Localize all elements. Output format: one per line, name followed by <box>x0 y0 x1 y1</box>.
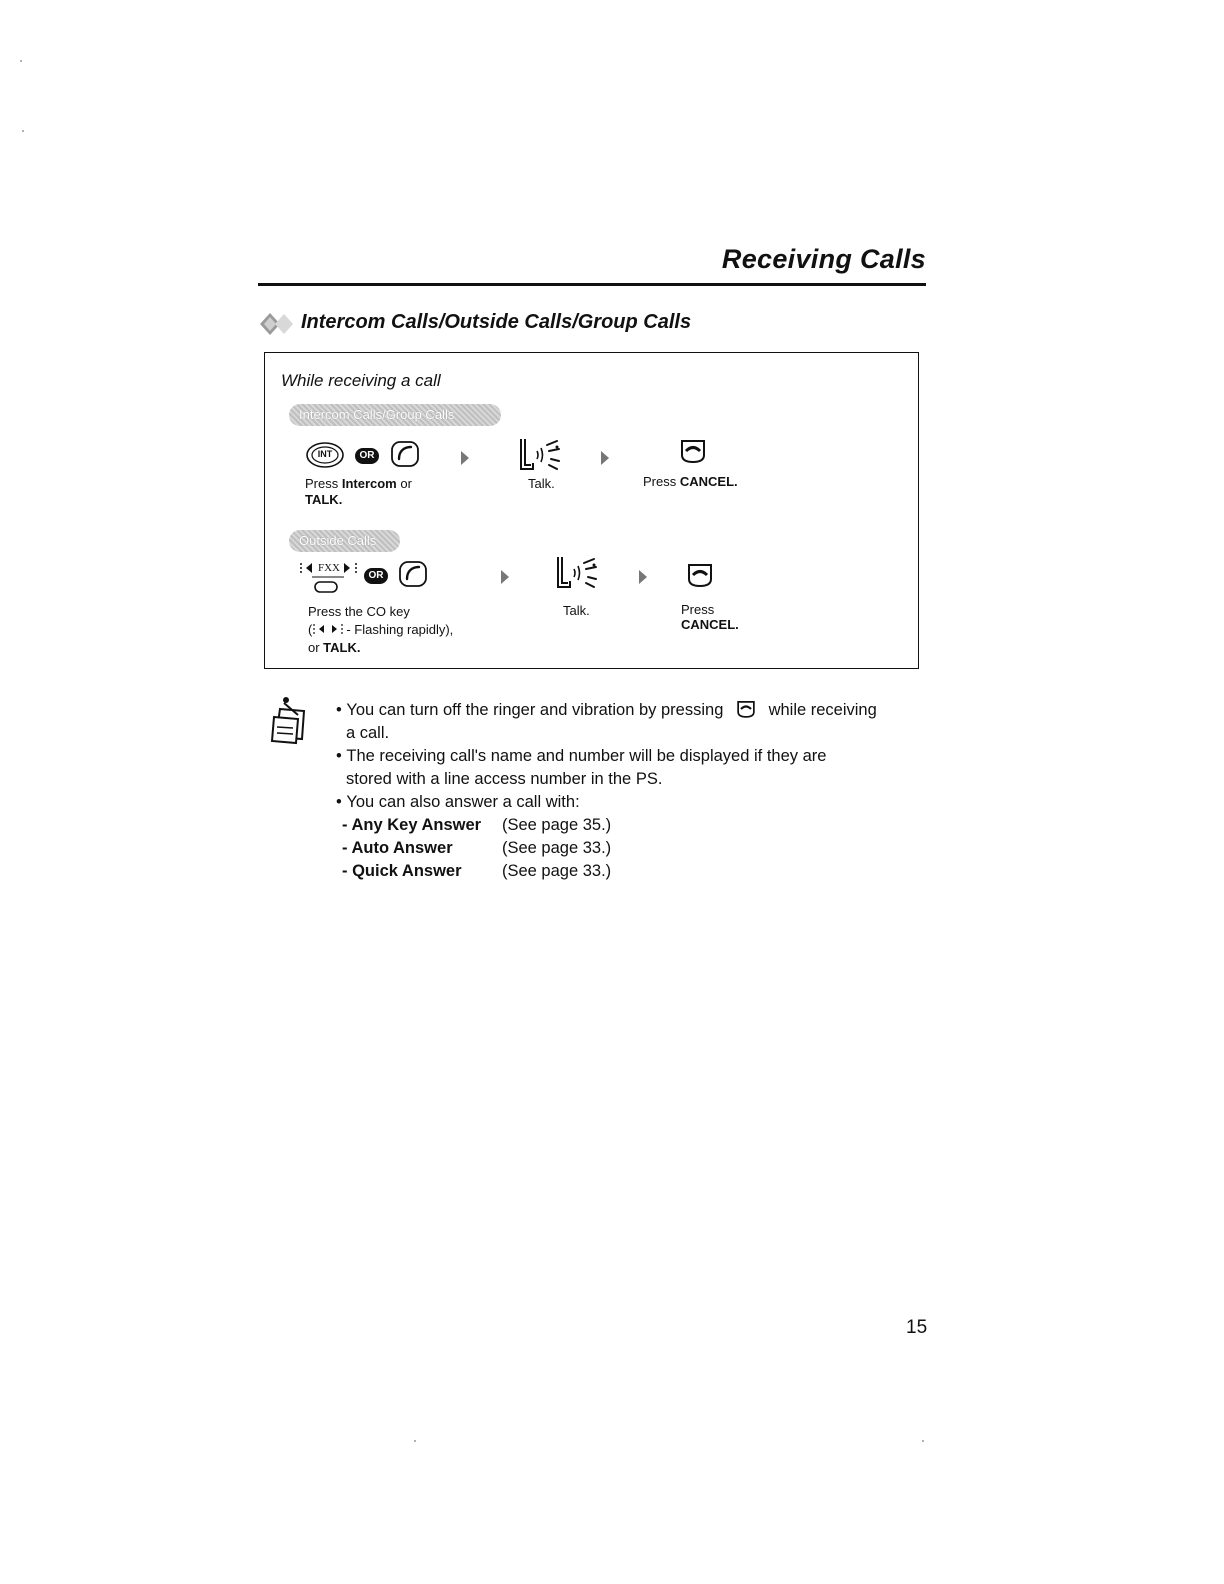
option-row: - Quick Answer (See page 33.) <box>342 862 612 880</box>
scan-speck <box>20 60 22 62</box>
notes-list <box>336 699 926 883</box>
intercom-step3-caption: Press CANCEL. <box>643 474 738 489</box>
intercom-group-calls-label: Intercom Calls/Group Calls <box>289 404 501 426</box>
flashing-co-indicator-icon <box>312 623 346 635</box>
scan-speck <box>414 1440 416 1442</box>
note-memo-icon <box>268 695 312 745</box>
talk-key-icon <box>390 440 420 468</box>
arrow-right-icon <box>460 449 470 467</box>
handset-talk-icon <box>552 553 600 591</box>
chapter-title: Receiving Calls <box>721 244 926 274</box>
cancel-key-icon <box>684 561 716 589</box>
procedure-intro: While receiving a call <box>281 371 441 390</box>
header-rule <box>258 283 926 286</box>
arrow-right-icon <box>500 568 510 586</box>
option-row: - Any Key Answer (See page 35.) <box>342 816 612 834</box>
cancel-key-icon <box>732 699 760 719</box>
note-item: • You can turn off the ringer and vibration by pressing while receiving <box>336 701 877 719</box>
int-key-text: INT <box>317 449 333 459</box>
arrow-right-icon <box>600 449 610 467</box>
diamond-bullet-icon <box>258 311 298 337</box>
section-title: Intercom Calls/Outside Calls/Group Calls <box>301 311 692 333</box>
scan-speck <box>22 130 24 132</box>
note-item: • The receiving call's name and number will be displayed if they are <box>336 747 827 765</box>
option-row: - Auto Answer (See page 33.) <box>342 839 612 857</box>
scan-speck <box>922 1440 924 1442</box>
outside-calls-label: Outside Calls <box>289 530 400 552</box>
note-item: • You can also answer a call with: <box>336 793 580 811</box>
cancel-key-icon <box>677 437 709 465</box>
intercom-step2-caption: Talk. <box>528 476 555 491</box>
talk-key-icon <box>398 560 428 588</box>
or-badge: OR <box>364 568 388 584</box>
note-item-continued: stored with a line access number in the PS. <box>346 770 663 788</box>
or-badge: OR <box>355 448 379 464</box>
page-number: 15 <box>906 1317 928 1338</box>
outside-step1-caption: Press the CO key ( - Flashing rapidly), or TALK. <box>308 604 454 655</box>
note-item-continued: a call. <box>346 724 390 742</box>
outside-step2-caption: Talk. <box>563 603 590 618</box>
co-key-text: FXX <box>317 562 340 574</box>
handset-talk-icon <box>515 435 563 473</box>
intercom-step1-caption: Press Intercom or TALK. <box>305 476 412 507</box>
arrow-right-icon <box>638 568 648 586</box>
outside-step3-caption: Press CANCEL. <box>681 602 739 632</box>
